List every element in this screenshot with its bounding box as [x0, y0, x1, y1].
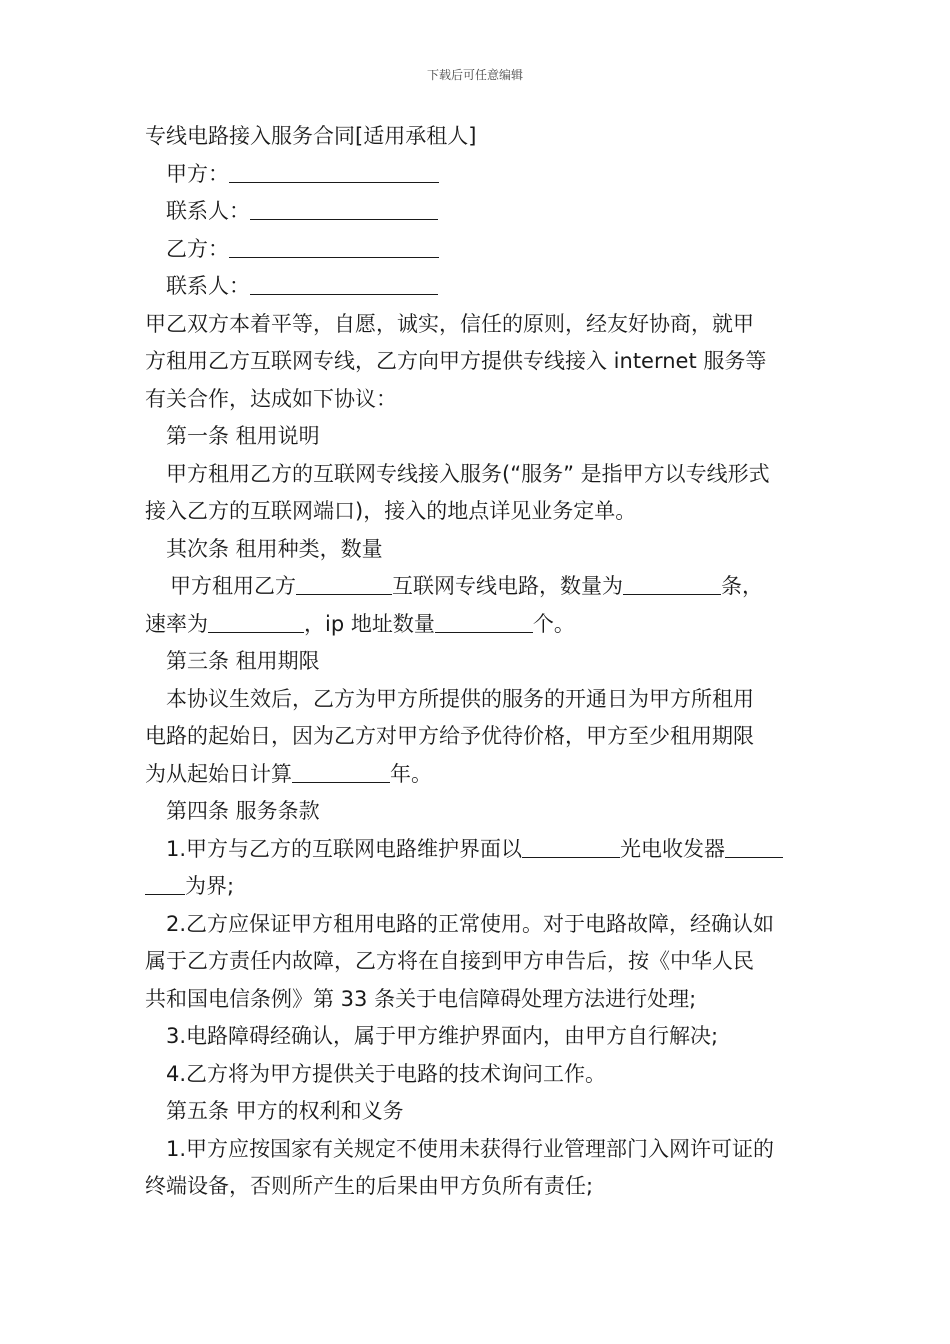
article-2-text — [145, 606, 810, 644]
article-2-text — [145, 568, 810, 606]
rate-blank[interactable] — [208, 612, 304, 633]
article-2-text-part: 甲方租用乙方 — [170, 574, 296, 598]
intro-line: 甲乙双方本着平等，自愿，诚实，信任的原则，经友好协商，就甲 — [145, 311, 754, 336]
document-title: 专线电路接入服务合同[适用承租人] — [145, 124, 477, 148]
article-3-text — [145, 756, 810, 794]
article-4-text-part: 为界; — [185, 874, 235, 898]
circuit-quantity-blank[interactable] — [623, 574, 721, 595]
page-header: 下载后可任意编辑 — [426, 68, 523, 82]
contact-b-line — [145, 268, 810, 306]
article-3-text: 本协议生效后，乙方为甲方所提供的服务的开通日为甲方所租用 — [166, 686, 754, 711]
article-4-heading: 第四条 服务条款 — [166, 799, 320, 823]
article-5-item-1: 终端设备，否则所产生的后果由甲方负所有责任; — [145, 1174, 594, 1198]
lease-years-blank[interactable] — [292, 762, 390, 783]
article-5-heading: 第五条 甲方的权利和义务 — [166, 1099, 404, 1123]
article-4-text-part: 光电收发器 — [620, 836, 726, 861]
party-a-label: 甲方： — [166, 161, 229, 186]
party-b-label: 乙方： — [166, 236, 229, 261]
article-4-item-1 — [145, 831, 810, 869]
article-3-text: 电路的起始日，因为乙方对甲方给予优待价格，甲方至少租用期限 — [145, 724, 754, 748]
article-1-heading: 第一条 租用说明 — [166, 424, 320, 448]
article-2-heading: 其次条 租用种类，数量 — [166, 536, 383, 561]
transceiver-blank[interactable] — [725, 837, 783, 858]
contact-a-line — [145, 193, 810, 231]
article-3-text-part: 为从起始日计算 — [145, 761, 292, 786]
contact-a-label: 联系人： — [166, 199, 250, 223]
ip-count-blank[interactable] — [435, 612, 533, 633]
article-4-item-3: 3.电路障碍经确认，属于甲方维护界面内，由甲方自行解决; — [166, 1024, 719, 1048]
article-2-text-part: 速率为 — [145, 611, 208, 636]
article-4-item-2: 属于乙方责任内故障，乙方将在自接到甲方申告后，按《中华人民 — [145, 949, 754, 973]
article-4-text-part: 1.甲方与乙方的互联网电路维护界面以 — [166, 836, 523, 861]
article-2-text-part: 条， — [721, 574, 763, 598]
article-2-text-part: 互联网专线电路，数量为 — [392, 574, 623, 598]
party-a-line — [145, 156, 810, 194]
intro-line: 方租用乙方互联网专线，乙方向甲方提供专线接入 internet 服务等 — [145, 349, 767, 373]
contact-b-blank[interactable] — [250, 274, 438, 295]
article-1-text: 甲方租用乙方的互联网专线接入服务(“服务” 是指甲方以专线形式 — [166, 461, 770, 486]
article-1-text: 接入乙方的互联网端口)，接入的地点详见业务定单。 — [145, 499, 637, 523]
party-b-line — [145, 231, 810, 269]
article-5-item-1: 1.甲方应按国家有关规定不使用未获得行业管理部门入网许可证的 — [166, 1136, 775, 1161]
article-3-text-part: 年。 — [390, 761, 432, 786]
article-4-item-2: 共和国电信条例》第 33 条关于电信障碍处理方法进行处理; — [145, 986, 697, 1011]
contract-body — [145, 118, 810, 1206]
party-b-blank[interactable] — [229, 237, 439, 258]
intro-line: 有关合作，达成如下协议： — [145, 386, 397, 411]
party-a-blank[interactable] — [229, 162, 439, 183]
transceiver-blank-cont[interactable] — [145, 874, 185, 895]
contact-a-blank[interactable] — [250, 199, 438, 220]
article-4-item-1-cont — [145, 868, 810, 906]
article-4-item-4: 4.乙方将为甲方提供关于电路的技术询问工作。 — [166, 1061, 607, 1086]
article-2-text-part: ，ip 地址数量 — [304, 611, 435, 636]
contact-b-label: 联系人： — [166, 274, 250, 298]
article-2-text-part: 个。 — [532, 611, 575, 636]
article-3-heading: 第三条 租用期限 — [166, 649, 320, 673]
article-4-item-2: 2.乙方应保证甲方租用电路的正常使用。对于电路故障，经确认如 — [166, 911, 775, 936]
circuit-type-blank[interactable] — [296, 574, 392, 595]
maintenance-boundary-blank[interactable] — [522, 837, 620, 858]
